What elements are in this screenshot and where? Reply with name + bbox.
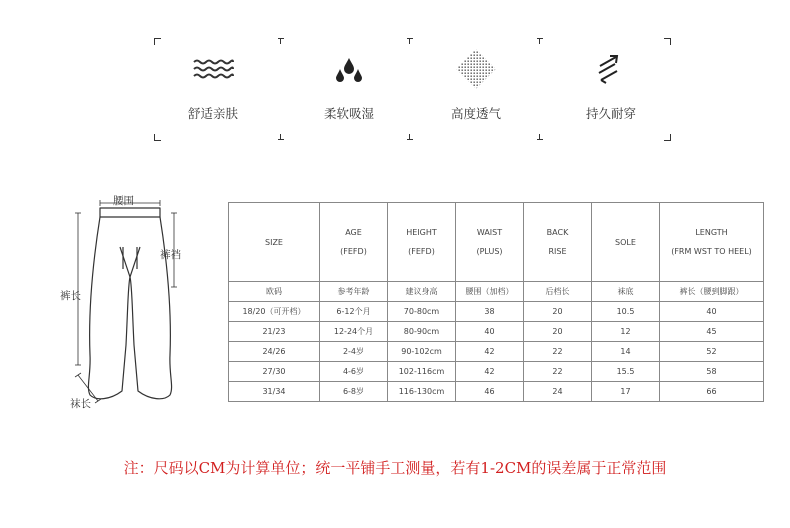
table-row	[229, 382, 764, 402]
tick-bottom-2	[407, 139, 413, 140]
table-cell: 31/34	[229, 382, 320, 402]
table-cell: 90-102cm	[388, 342, 456, 362]
header-size: SIZE	[229, 203, 320, 282]
tick-bottom-3v	[539, 134, 540, 140]
subheader-cell: 欧码	[229, 282, 320, 302]
tick-bottom-1v	[280, 134, 281, 140]
table-cell: 45	[660, 322, 764, 342]
table-row	[229, 322, 764, 342]
rise-label: 裤裆	[160, 249, 181, 261]
table-cell: 12	[592, 322, 660, 342]
wave-icon	[193, 58, 235, 82]
header-age: AGE (FEFD)	[320, 203, 388, 282]
waist-label: 腰围	[113, 195, 134, 207]
table-cell: 27/30	[229, 362, 320, 382]
table-row	[229, 362, 764, 382]
table-cell: 20	[524, 322, 592, 342]
table-cell: 24	[524, 382, 592, 402]
tick-top-1v	[280, 38, 281, 44]
table-cell: 42	[456, 342, 524, 362]
table-cell: 58	[660, 362, 764, 382]
header-height: HEIGHT (FEFD)	[388, 203, 456, 282]
table-cell: 116-130cm	[388, 382, 456, 402]
table-cell: 17	[592, 382, 660, 402]
tick-bottom-3	[537, 139, 543, 140]
subheader-cell: 袜底	[592, 282, 660, 302]
table-cell: 80-90cm	[388, 322, 456, 342]
tick-bottom-1	[278, 139, 284, 140]
table-cell: 42	[456, 362, 524, 382]
table-cell: 52	[660, 342, 764, 362]
subheader-cell: 腰围（加档）	[456, 282, 524, 302]
table-cell: 38	[456, 302, 524, 322]
subheader-cell: 后档长	[524, 282, 592, 302]
length-label: 裤长	[60, 290, 81, 302]
table-cell: 6-12个月	[320, 302, 388, 322]
table-row	[229, 302, 764, 322]
tick-top-2v	[409, 38, 410, 44]
size-table	[228, 202, 764, 402]
table-cell: 15.5	[592, 362, 660, 382]
corner-bottom-right	[664, 134, 671, 141]
feature-label-breathable: 高度透气	[450, 106, 501, 121]
tick-top-3v	[539, 38, 540, 44]
table-cell: 22	[524, 342, 592, 362]
sole-label: 袜长	[70, 398, 91, 410]
table-cell: 24/26	[229, 342, 320, 362]
header-sole: SOLE	[592, 203, 660, 282]
table-cell: 102-116cm	[388, 362, 456, 382]
subheader-cell: 裤长（腰到脚跟）	[660, 282, 764, 302]
corner-bottom-left	[154, 134, 161, 141]
table-cell: 66	[660, 382, 764, 402]
table-cell: 21/23	[229, 322, 320, 342]
tick-top-2	[407, 38, 413, 39]
header-back-rise: BACK RISE	[524, 203, 592, 282]
header-length: LENGTH (FRM WST TO HEEL)	[660, 203, 764, 282]
table-cell: 12-24个月	[320, 322, 388, 342]
table-cell: 10.5	[592, 302, 660, 322]
table-row	[229, 342, 764, 362]
table-cell: 6-8岁	[320, 382, 388, 402]
table-header-row	[229, 203, 764, 282]
mesh-icon	[455, 48, 497, 90]
tick-top-3	[537, 38, 543, 39]
droplets-icon	[333, 57, 365, 85]
table-cell: 18/20（可开档）	[229, 302, 320, 322]
table-cell: 14	[592, 342, 660, 362]
table-cell: 2-4岁	[320, 342, 388, 362]
corner-top-right	[664, 38, 671, 45]
measurement-note: 注：尺码以CM为计算单位；统一平铺手工测量，若有1-2CM的误差属于正常范围	[123, 459, 667, 477]
subheader-cell: 建议身高	[388, 282, 456, 302]
table-cell: 22	[524, 362, 592, 382]
header-waist: WAIST (PLUS)	[456, 203, 524, 282]
subheader-cell: 参考年龄	[320, 282, 388, 302]
table-cell: 46	[456, 382, 524, 402]
feature-label-absorb: 柔软吸湿	[323, 106, 374, 121]
table-cell: 40	[456, 322, 524, 342]
tights-outline	[58, 195, 198, 415]
table-cell: 4-6岁	[320, 362, 388, 382]
feature-label-durable: 持久耐穿	[585, 106, 636, 121]
tick-bottom-2v	[409, 134, 410, 140]
durable-icon	[596, 53, 624, 85]
tick-top-1	[278, 38, 284, 39]
table-subheader-row	[229, 282, 764, 302]
corner-top-left	[154, 38, 161, 45]
feature-label-comfort: 舒适亲肤	[187, 106, 238, 121]
table-cell: 20	[524, 302, 592, 322]
table-cell: 40	[660, 302, 764, 322]
table-cell: 70-80cm	[388, 302, 456, 322]
